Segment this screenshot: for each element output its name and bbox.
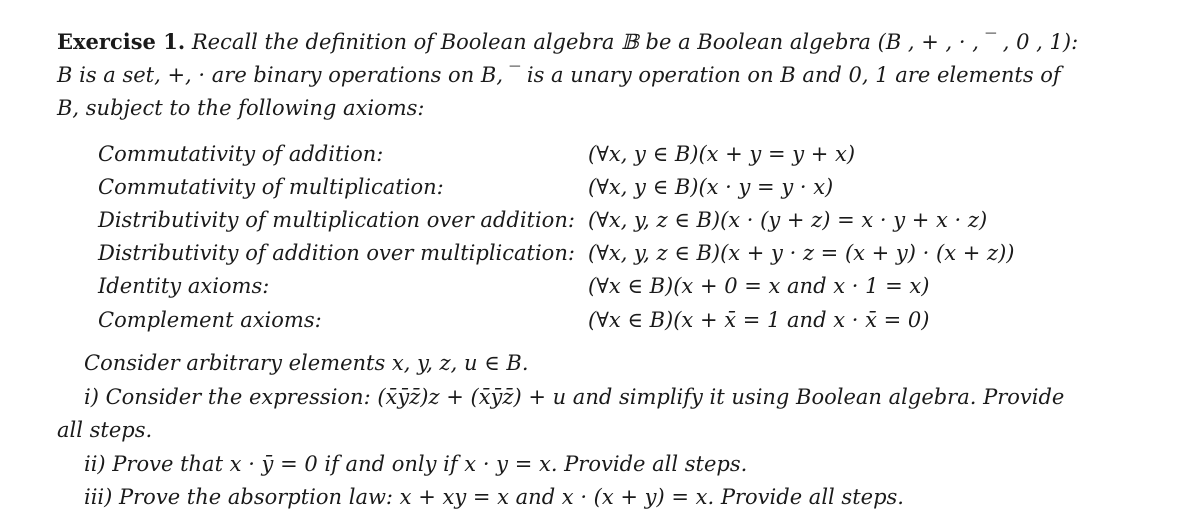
- axiom-formula-distributivity-add: (∀x, y, z ∈ B)(x + y · z = (x + y) · (x + z)): [588, 241, 1015, 265]
- intro-text-1: Recall the definition of Boolean algebra 𝔹 be a Boolean algebra (B , + , · , ‾ , 0 , 1):: [191, 30, 1079, 54]
- axiom-formula-commutativity-addition: (∀x, y ∈ B)(x + y = y + x): [588, 142, 856, 166]
- exercise-intro-line-2: B is a set, +, · are binary operations on B, ‾ is a unary operation on B and 0, 1 are elements of: [57, 63, 1061, 87]
- question-1-line-2: all steps.: [57, 418, 153, 442]
- exercise-intro-line-3: B, subject to the following axioms:: [57, 96, 425, 120]
- axiom-name-commutativity-multiplication: Commutativity of multiplication:: [98, 175, 444, 199]
- axiom-name-distributivity-add: Distributivity of addition over multiplication:: [98, 241, 575, 265]
- axiom-formula-complement: (∀x ∈ B)(x + x̄ = 1 and x · x̄ = 0): [588, 308, 930, 332]
- question-3: iii) Prove the absorption law: x + xy = x and x · (x + y) = x. Provide all steps.: [84, 485, 904, 509]
- axiom-name-complement: Complement axioms:: [98, 308, 322, 332]
- axiom-formula-commutativity-multiplication: (∀x, y ∈ B)(x · y = y · x): [588, 175, 834, 199]
- axiom-formula-distributivity-mult: (∀x, y, z ∈ B)(x · (y + z) = x · y + x · z): [588, 208, 988, 232]
- axiom-formula-identity: (∀x ∈ B)(x + 0 = x and x · 1 = x): [588, 274, 930, 298]
- question-1-line-1: i) Consider the expression: (x̄ȳz̄)z + (x̄ȳz̄) + u and simplify it using Boolean algebra. Provide: [84, 385, 1065, 409]
- axiom-name-distributivity-mult: Distributivity of multiplication over addition:: [98, 208, 575, 232]
- axiom-name-identity: Identity axioms:: [98, 274, 270, 298]
- exercise-intro-line-1: [57, 27, 1078, 57]
- consider-statement: Consider arbitrary elements x, y, z, u ∈ B.: [84, 351, 529, 375]
- axiom-name-commutativity-addition: Commutativity of addition:: [98, 142, 384, 166]
- exercise-label: Exercise 1.: [57, 29, 186, 54]
- question-2: ii) Prove that x · ȳ = 0 if and only if x · y = x. Provide all steps.: [84, 452, 748, 476]
